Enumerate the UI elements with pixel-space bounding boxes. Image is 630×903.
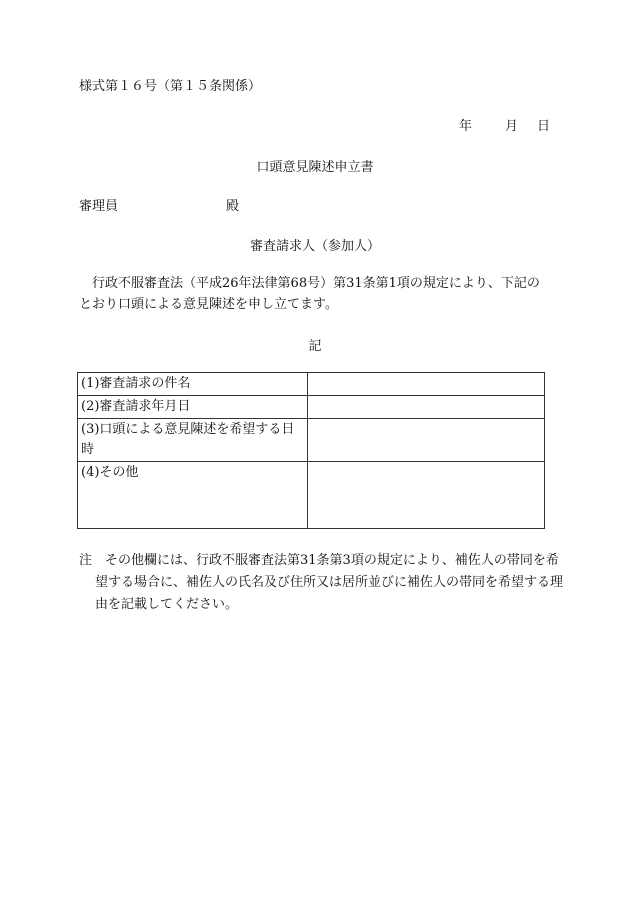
ki-heading: 記: [308, 339, 322, 354]
row-label-other: (4)その他: [78, 462, 308, 529]
form-number: 様式第１６号（第１５条関係）: [79, 79, 262, 94]
honorific: 殿: [226, 199, 240, 214]
row-value-case-name[interactable]: [308, 373, 545, 396]
applicant-label: 審査請求人（参加人）: [249, 239, 380, 254]
table-row: [78, 396, 545, 419]
row-value-other[interactable]: [308, 462, 545, 529]
row-value-request-date[interactable]: [308, 396, 545, 419]
table-row: [78, 462, 545, 529]
row-label-request-date: (2)審査請求年月日: [78, 396, 308, 419]
note-paragraph: 注 その他欄には、行政不服審査法第31条第3項の規定により、補佐人の帯同を希望する場合に、補佐人の氏名及び住所又は居所並びに補佐人の帯同を希望する理由を記載してください。: [79, 553, 564, 612]
row-label-case-name: (1)審査請求の件名: [78, 373, 308, 396]
date-year-label: 年: [459, 119, 473, 134]
table-row: [78, 373, 545, 396]
addressee: 審理員: [79, 199, 119, 214]
row-label-hearing-datetime: (3)口頭による意見陳述を希望する日時: [78, 419, 308, 462]
row-value-hearing-datetime[interactable]: [308, 419, 545, 462]
detail-table: [77, 372, 545, 529]
table-row: [78, 419, 545, 462]
body-paragraph: 行政不服審査法（平成26年法律第68号）第31条第1項の規定により、下記のとおり口頭による意見陳述を申し立てます。: [79, 276, 540, 312]
date-day-label: 日: [537, 119, 551, 134]
date-month-label: 月: [505, 119, 519, 134]
document-title: 口頭意見陳述申立書: [256, 160, 374, 175]
